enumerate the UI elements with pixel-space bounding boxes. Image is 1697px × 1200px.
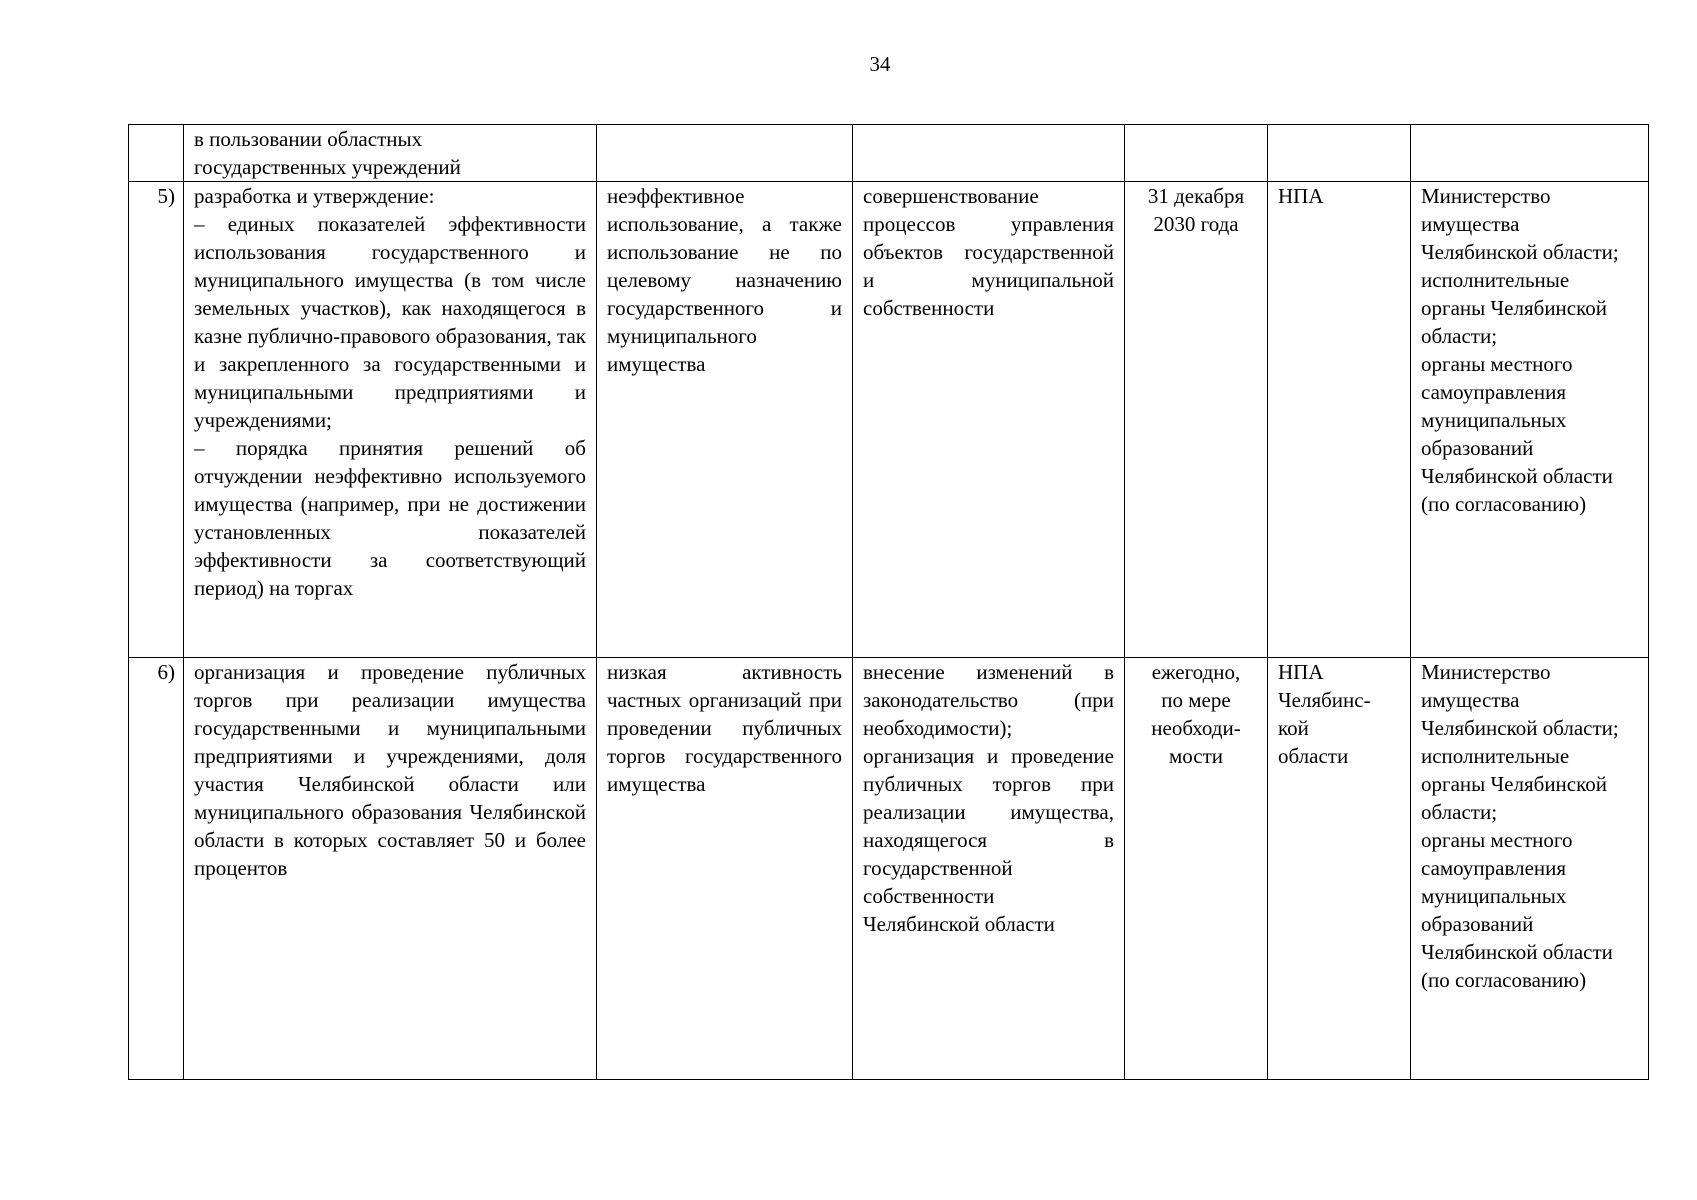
result-text: организация и проведение публичных торгов при реализации имущества, находящегося в государственной собственности Челябинской области	[863, 744, 1114, 936]
result-cell	[853, 658, 1125, 1080]
result-text: внесение изменений в законодательство (при необходимости);	[863, 660, 1114, 740]
executors-cell	[1411, 658, 1649, 1080]
executors-text: органы местного самоуправления муниципальных образований Челябинской области	[1421, 352, 1613, 488]
document-cell	[1268, 182, 1411, 658]
measure-cell	[184, 658, 597, 1080]
table-row	[129, 182, 1649, 658]
deadline-text: необходи-	[1151, 716, 1241, 740]
document-text: области	[1278, 744, 1349, 768]
executors-text: (по согласованию)	[1421, 968, 1587, 992]
document-cell	[1268, 125, 1411, 182]
deadline-cell	[1125, 182, 1268, 658]
measure-text: государственных учреждений	[194, 155, 461, 179]
problem-text: неэффективное использование, а также использование не по целевому назначению государственного и муниципального имущества	[607, 184, 842, 376]
document-text: НПА	[1278, 184, 1324, 208]
document-cell	[1268, 658, 1411, 1080]
executors-cell	[1411, 125, 1649, 182]
executors-text: Министерство имущества Челябинской области;	[1421, 184, 1619, 264]
result-text: совершенствование процессов управления объектов государственной и муниципальной собственности	[863, 184, 1114, 320]
executors-text: (по согласованию)	[1421, 492, 1587, 516]
deadline-text: по мере	[1161, 688, 1231, 712]
measure-text: в пользовании областных	[194, 127, 423, 151]
executors-text: Министерство имущества Челябинской области;	[1421, 660, 1619, 740]
executors-text: органы местного самоуправления муниципальных образований Челябинской области	[1421, 828, 1613, 964]
result-cell	[853, 182, 1125, 658]
deadline-text: мости	[1168, 744, 1224, 768]
deadline-cell	[1125, 125, 1268, 182]
measure-text: – единых показателей эффективности использования государственного и муниципального имущества (в том числе земельных участков), как находящегося в казне публично-правового образования, так и закрепленного за государственными и муниципальными предприятиями и учреждениями;	[194, 212, 586, 432]
measure-cell	[184, 182, 597, 658]
row-number: 5)	[129, 182, 184, 658]
measure-text: организация и проведение публичных торгов при реализации имущества государственными и муниципальными предприятиями и учреждениями, доля участия Челябинской области или муниципального образования Челябинской области в которых составляет 50 и более процентов	[194, 660, 586, 880]
result-cell	[853, 125, 1125, 182]
measures-table	[128, 124, 1649, 1080]
deadline-text: 31 декабря	[1147, 184, 1245, 208]
executors-cell	[1411, 182, 1649, 658]
document-text: кой	[1278, 716, 1309, 740]
measure-text: – порядка принятия решений об отчуждении неэффективно используемого имущества (например, при не достижении установленных показателей эффективности за соответствующий период) на торгах	[194, 436, 586, 600]
row-number: 6)	[129, 658, 184, 1080]
table-row	[129, 658, 1649, 1080]
row-number	[129, 125, 184, 182]
measure-text: разработка и утверждение:	[194, 184, 435, 208]
problem-cell	[597, 658, 853, 1080]
measure-cell	[184, 125, 597, 182]
table-row	[129, 125, 1649, 182]
problem-cell	[597, 125, 853, 182]
problem-text: низкая активность частных организаций при проведении публичных торгов государственного имущества	[607, 660, 842, 796]
problem-cell	[597, 182, 853, 658]
executors-text: исполнительные органы Челябинской области;	[1421, 744, 1607, 824]
document-text: Челябинс-	[1278, 688, 1371, 712]
deadline-cell	[1125, 658, 1268, 1080]
deadline-text: ежегодно,	[1151, 660, 1241, 684]
deadline-text: 2030 года	[1153, 212, 1239, 236]
document-text: НПА	[1278, 660, 1324, 684]
executors-text: исполнительные органы Челябинской области;	[1421, 268, 1607, 348]
page-number: 34	[869, 52, 891, 76]
